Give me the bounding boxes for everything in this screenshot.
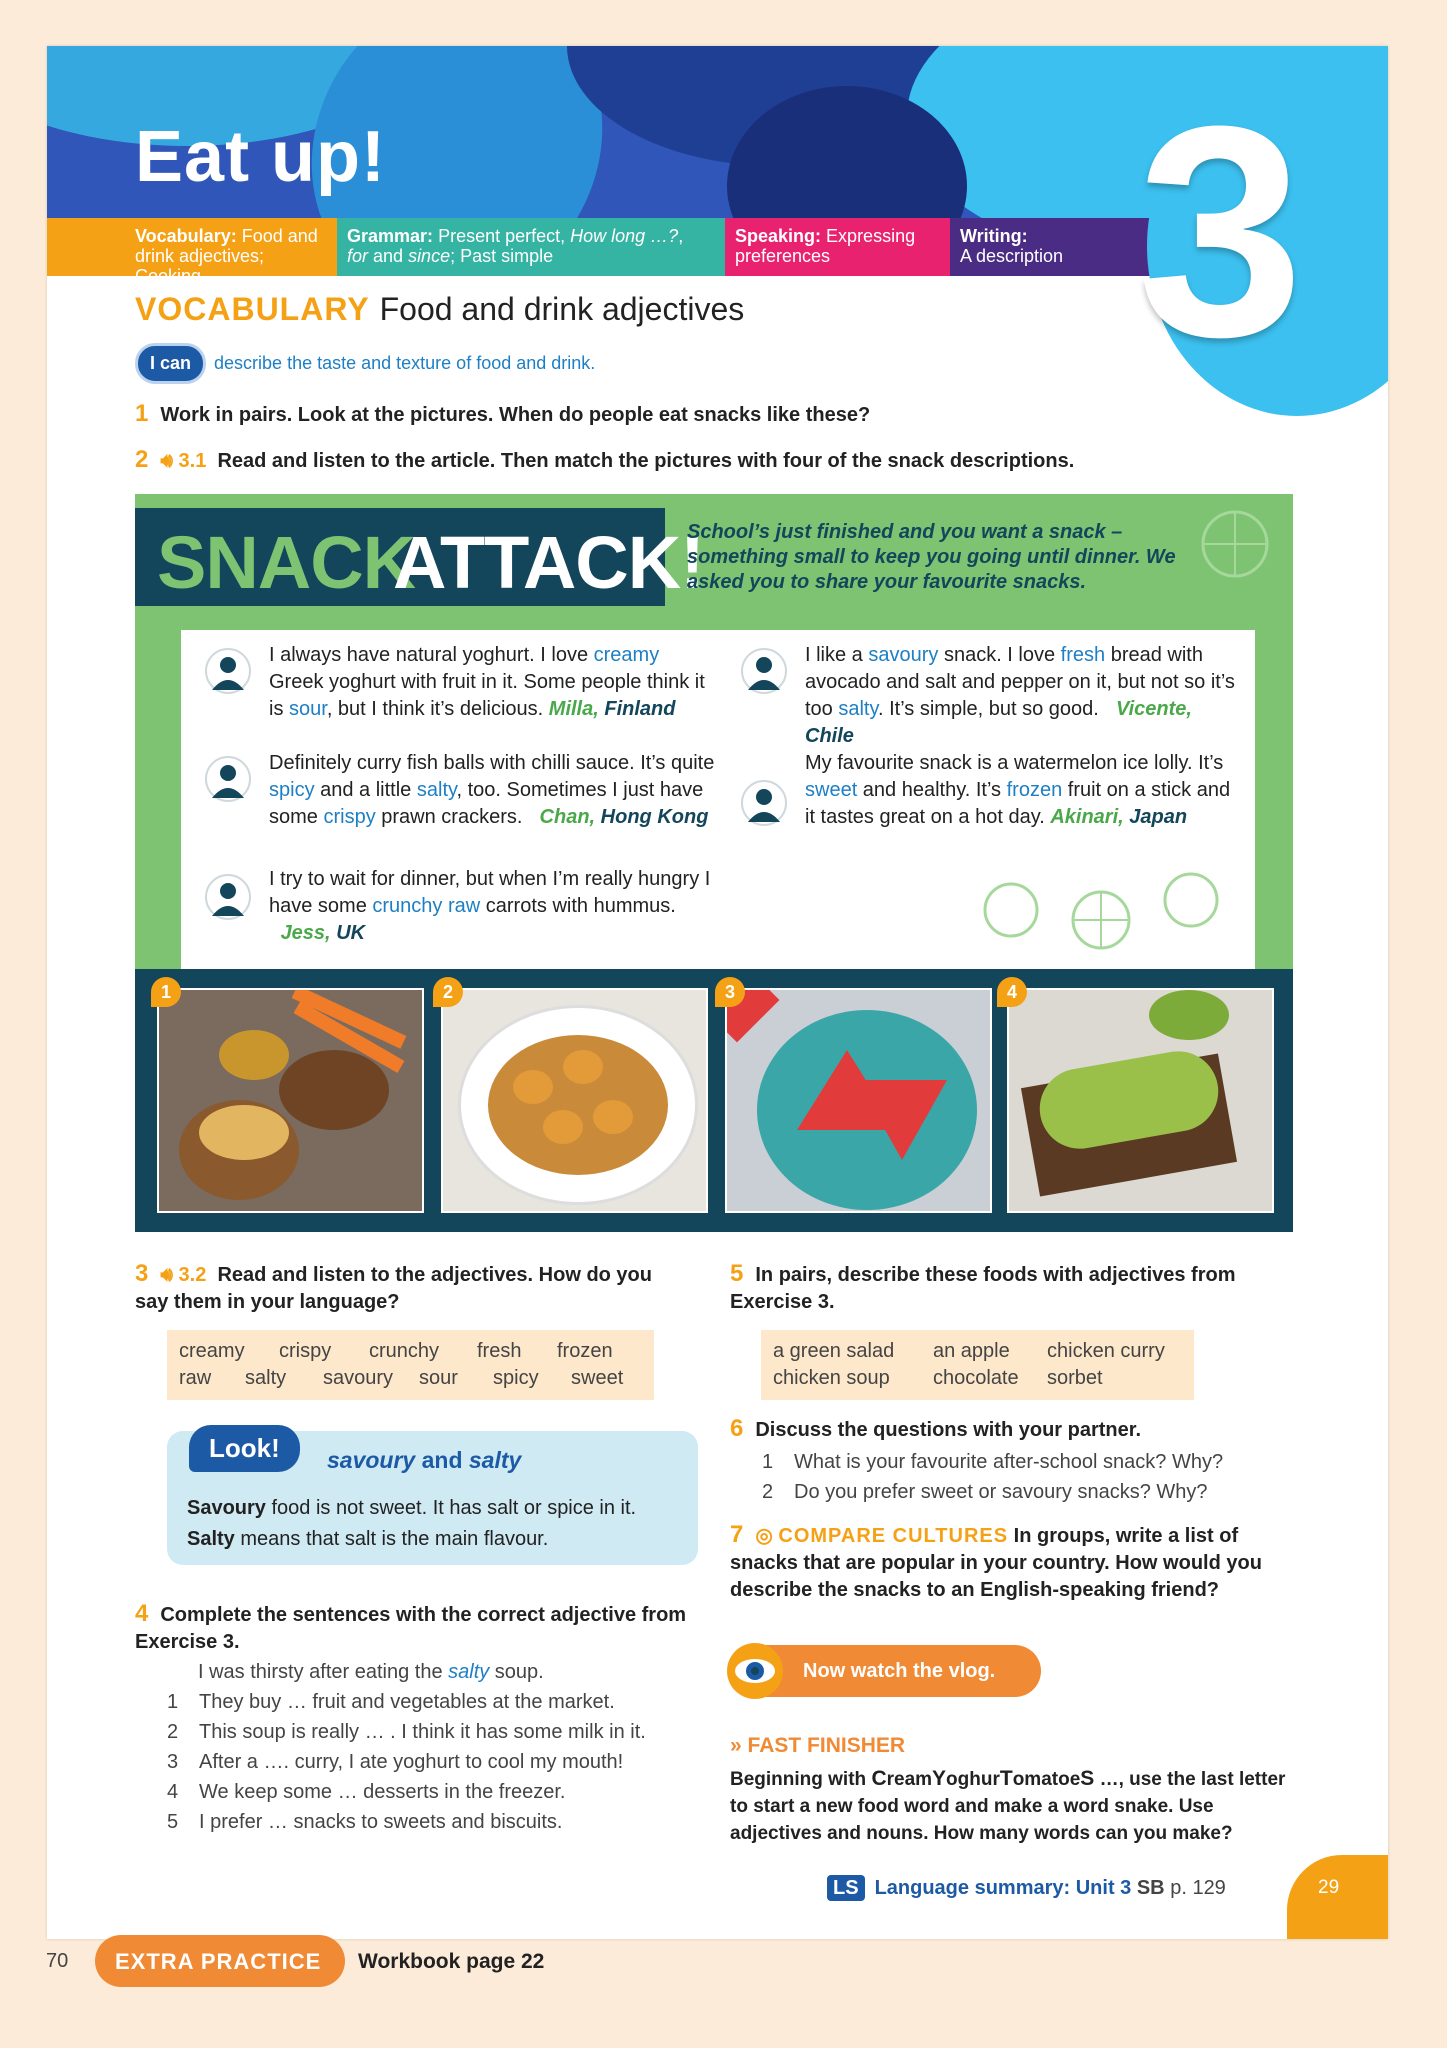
- eye-icon: [727, 1643, 783, 1699]
- photo-number-badge: 4: [997, 977, 1027, 1007]
- avatar: [741, 780, 787, 826]
- article-title: SNACK ATTACK!: [135, 508, 665, 606]
- unit-title: Eat up!: [135, 117, 386, 197]
- strip-grammar: Grammar: Present perfect, How long …?, for and since; Past simple: [337, 218, 725, 276]
- article-intro: School’s just finished and you want a snack – something small to keep you going until dinner. We asked you to share your favourite snacks.: [687, 521, 1176, 593]
- workbook-page: [47, 46, 1388, 1939]
- ls-badge: LS: [827, 1875, 865, 1901]
- post-milla: I always have natural yoghurt. I love creamy Greek yoghurt with fruit in it. Some people think it is sour, but I think it’s delicious. Milla, Finland: [269, 644, 705, 720]
- watch-vlog-button[interactable]: Now watch the vlog.: [729, 1645, 1041, 1697]
- page-number-tab: 29: [1287, 1855, 1388, 1939]
- list-item: 2 This soup is really … . I think it has some milk in it.: [167, 1721, 646, 1743]
- look-line-2: Salty means that salt is the main flavour.: [187, 1528, 549, 1550]
- strip-speaking: Speaking: Expressing preferences: [725, 218, 950, 276]
- photo-strip: [135, 969, 1293, 1232]
- exercise-2: 2 🔊︎ 3.1 Read and listen to the article. Then match the pictures with four of the snack descriptions.: [135, 446, 1075, 473]
- post-akinari: My favourite snack is a watermelon ice lolly. It’s sweet and healthy. It’s frozen fruit on a stick and it tastes great on a hot day. Akinari, Japan: [805, 752, 1231, 828]
- photo-watermelon-lollies: [725, 988, 992, 1213]
- fruit-doodle-icon: [971, 860, 1231, 960]
- photo-hummus-carrots: [157, 988, 424, 1213]
- strip-writing: Writing: A description: [950, 218, 1130, 276]
- look-box: [167, 1431, 698, 1565]
- photo-avocado-toast: [1007, 988, 1274, 1213]
- footer-page-number: 70: [46, 1950, 69, 1972]
- exercise-7: 7 ◎ COMPARE CULTURES In groups, write a list of snacks that are popular in your country. How would you describe the snacks to an English-speaking friend?: [730, 1521, 1262, 1601]
- list-item: 1 What is your favourite after-school snack? Why?: [762, 1451, 1224, 1473]
- workbook-reference: Workbook page 22: [358, 1950, 545, 1973]
- fast-finisher-text: Beginning with CreamYoghurTomatoeS …, use the last letter to start a new food word and make a word snake. Use adjectives and nouns. How many words can you make?: [730, 1767, 1286, 1844]
- photo-number-badge: 3: [715, 977, 745, 1007]
- lemon-doodle-icon: [1195, 504, 1275, 584]
- exercise-6: 6 Discuss the questions with your partner.: [730, 1415, 1141, 1442]
- post-jess: I try to wait for dinner, but when I’m really hungry I have some crunchy raw carrots with hummus. Jess, UK: [269, 868, 711, 944]
- avatar: [205, 874, 251, 920]
- language-summary-link[interactable]: LS Language summary: Unit 3 SB p. 129: [827, 1877, 1226, 1900]
- unit-number: 3: [1137, 63, 1304, 399]
- list-item: 3 After a …. curry, I ate yoghurt to cool my mouth!: [167, 1751, 624, 1773]
- post-chan: Definitely curry fish balls with chilli sauce. It’s quite spicy and a little salty, too. Sometimes I just have some crispy prawn crackers. Chan, Hong Kong: [269, 752, 715, 828]
- list-item: 2 Do you prefer sweet or savoury snacks? Why?: [762, 1481, 1208, 1503]
- exercise-1: 1 Work in pairs. Look at the pictures. When do people eat snacks like these?: [135, 400, 871, 427]
- post-vicente: I like a savoury snack. I love fresh bread with avocado and salt and pepper on it, but not so it’s too salty. It’s simple, but so good. Vicente, Chile: [805, 644, 1235, 747]
- fast-finisher-heading: » FAST FINISHER: [730, 1734, 906, 1757]
- exercise-4-list: [167, 1687, 727, 1837]
- audio-icon[interactable]: 🔊︎: [160, 450, 173, 472]
- list-item: 4 We keep some … desserts in the freezer.: [167, 1781, 566, 1803]
- look-badge: Look!: [189, 1425, 300, 1472]
- list-item: 1 They buy … fruit and vegetables at the market.: [167, 1691, 615, 1713]
- look-heading: savoury and salty: [327, 1447, 522, 1473]
- photo-curry-fish-balls: [441, 988, 708, 1213]
- list-item: 5 I prefer … snacks to sweets and biscuits.: [167, 1811, 563, 1833]
- fast-forward-icon: »: [730, 1734, 742, 1757]
- photo-number-badge: 1: [151, 977, 181, 1007]
- strip-vocabulary: Vocabulary: Food and drink adjectives; Cooking: [47, 218, 337, 276]
- avatar: [205, 648, 251, 694]
- article-card: [181, 630, 1255, 969]
- avatar: [741, 648, 787, 694]
- exercise-4: 4 Complete the sentences with the correct adjective from Exercise 3.: [135, 1600, 687, 1653]
- exercise-5: 5 In pairs, describe these foods with adjectives from Exercise 3.: [730, 1260, 1236, 1313]
- article-panel: [135, 494, 1293, 969]
- look-line-1: Savoury food is not sweet. It has salt or spice in it.: [187, 1497, 637, 1519]
- exercise-6-list: [762, 1447, 1223, 1507]
- exercise-4-example: I was thirsty after eating the salty soup.: [198, 1661, 544, 1683]
- adjective-box: creamy crispy crunchy fresh frozen raw salty savoury sour spicy sweet: [167, 1330, 654, 1400]
- globe-icon: ◎: [755, 1525, 773, 1547]
- food-box: a green salad an apple chicken curry chicken soup chocolate sorbet: [761, 1330, 1194, 1400]
- extra-practice-badge: EXTRA PRACTICE: [95, 1935, 345, 1987]
- i-can-objective: I can describe the taste and texture of food and drink.: [135, 344, 595, 382]
- avatar: [205, 756, 251, 802]
- section-heading: VOCABULARY Food and drink adjectives: [135, 291, 745, 327]
- i-can-badge: I can: [135, 343, 206, 384]
- audio-icon[interactable]: 🔊︎: [160, 1264, 173, 1286]
- exercise-3: 3 🔊︎ 3.2 Read and listen to the adjectives. How do you say them in your language?: [135, 1260, 652, 1313]
- photo-number-badge: 2: [433, 977, 463, 1007]
